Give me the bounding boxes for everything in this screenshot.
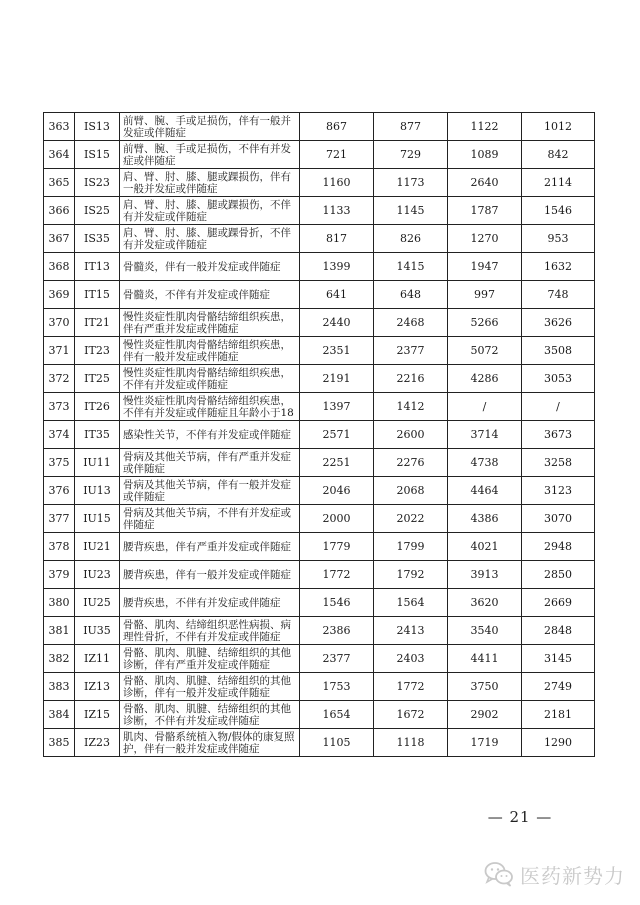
- value-col1-cell: 1772: [300, 561, 374, 589]
- drg-code-cell: IT15: [75, 281, 120, 309]
- value-col1-cell: 2377: [300, 645, 374, 673]
- value-col4-cell: 3070: [522, 505, 595, 533]
- row-number-cell: 375: [44, 449, 75, 477]
- row-number-cell: 368: [44, 253, 75, 281]
- table-row: [44, 589, 595, 617]
- value-col1-cell: 2251: [300, 449, 374, 477]
- value-col4-cell: 2850: [522, 561, 595, 589]
- value-col4-cell: 3673: [522, 421, 595, 449]
- value-col3-cell: 2640: [448, 169, 522, 197]
- row-number-cell: 379: [44, 561, 75, 589]
- value-col3-cell: 5072: [448, 337, 522, 365]
- drg-code-cell: IS25: [75, 197, 120, 225]
- diagnosis-name-cell: 骨髓炎，不伴有并发症或伴随症: [120, 281, 300, 309]
- diagnosis-name-cell: 肩、臂、肘、膝、腿或踝损伤，伴有一般并发症或伴随症: [120, 169, 300, 197]
- drg-code-cell: IU13: [75, 477, 120, 505]
- row-number-cell: 377: [44, 505, 75, 533]
- value-col2-cell: 2276: [374, 449, 448, 477]
- value-col1-cell: 1399: [300, 253, 374, 281]
- value-col4-cell: 2669: [522, 589, 595, 617]
- value-col4-cell: 748: [522, 281, 595, 309]
- value-col3-cell: 3750: [448, 673, 522, 701]
- row-number-cell: 367: [44, 225, 75, 253]
- row-number-cell: 365: [44, 169, 75, 197]
- row-number-cell: 383: [44, 673, 75, 701]
- drg-code-cell: IZ23: [75, 729, 120, 757]
- diagnosis-name-cell: 肌肉、骨骼系统植入物/假体的康复照护，伴有一般并发症或伴随症: [120, 729, 300, 757]
- diagnosis-name-cell: 骨骼、肌肉、肌腱、结缔组织的其他诊断，伴有一般并发症或伴随症: [120, 673, 300, 701]
- value-col1-cell: 1133: [300, 197, 374, 225]
- value-col1-cell: 1546: [300, 589, 374, 617]
- wechat-icon: [484, 861, 514, 887]
- value-col1-cell: 1654: [300, 701, 374, 729]
- drg-code-cell: IU23: [75, 561, 120, 589]
- table-row: [44, 113, 595, 141]
- value-col3-cell: 4738: [448, 449, 522, 477]
- row-number-cell: 381: [44, 617, 75, 645]
- value-col1-cell: 721: [300, 141, 374, 169]
- value-col4-cell: 3053: [522, 365, 595, 393]
- table-row: [44, 365, 595, 393]
- value-col4-cell: 2749: [522, 673, 595, 701]
- table-row: [44, 645, 595, 673]
- value-col3-cell: /: [448, 393, 522, 421]
- table-row: [44, 393, 595, 421]
- drg-code-cell: IU25: [75, 589, 120, 617]
- drg-code-cell: IU15: [75, 505, 120, 533]
- value-col2-cell: 1564: [374, 589, 448, 617]
- value-col4-cell: 3258: [522, 449, 595, 477]
- value-col2-cell: 2403: [374, 645, 448, 673]
- value-col3-cell: 1719: [448, 729, 522, 757]
- row-number-cell: 380: [44, 589, 75, 617]
- value-col4-cell: 3123: [522, 477, 595, 505]
- table-row: [44, 169, 595, 197]
- value-col2-cell: 729: [374, 141, 448, 169]
- value-col3-cell: 4286: [448, 365, 522, 393]
- table-row: [44, 141, 595, 169]
- value-col3-cell: 1270: [448, 225, 522, 253]
- value-col2-cell: 826: [374, 225, 448, 253]
- value-col1-cell: 1160: [300, 169, 374, 197]
- diagnosis-name-cell: 肩、臂、肘、膝、腿或踝骨折，不伴有并发症或伴随症: [120, 225, 300, 253]
- table-row: [44, 533, 595, 561]
- table-row: [44, 505, 595, 533]
- value-col3-cell: 1122: [448, 113, 522, 141]
- table-row: [44, 197, 595, 225]
- value-col4-cell: 1290: [522, 729, 595, 757]
- drg-price-table: [43, 112, 595, 757]
- value-col4-cell: 2948: [522, 533, 595, 561]
- value-col2-cell: 1792: [374, 561, 448, 589]
- value-col1-cell: 2046: [300, 477, 374, 505]
- watermark-text: 医药新势力: [520, 863, 625, 888]
- value-col3-cell: 3540: [448, 617, 522, 645]
- drg-code-cell: IS15: [75, 141, 120, 169]
- value-col2-cell: 2377: [374, 337, 448, 365]
- drg-code-cell: IT21: [75, 309, 120, 337]
- diagnosis-name-cell: 慢性炎症性肌肉骨骼结缔组织疾患，伴有一般并发症或伴随症: [120, 337, 300, 365]
- value-col1-cell: 641: [300, 281, 374, 309]
- value-col3-cell: 1089: [448, 141, 522, 169]
- table-row: [44, 701, 595, 729]
- value-col4-cell: 3626: [522, 309, 595, 337]
- diagnosis-name-cell: 腰背疾患，不伴有并发症或伴随症: [120, 589, 300, 617]
- row-number-cell: 371: [44, 337, 75, 365]
- diagnosis-name-cell: 骨病及其他关节病，不伴有并发症或伴随症: [120, 505, 300, 533]
- value-col3-cell: 4021: [448, 533, 522, 561]
- row-number-cell: 385: [44, 729, 75, 757]
- row-number-cell: 378: [44, 533, 75, 561]
- diagnosis-name-cell: 骨病及其他关节病，伴有一般并发症或伴随症: [120, 477, 300, 505]
- value-col1-cell: 2571: [300, 421, 374, 449]
- table-row: [44, 281, 595, 309]
- value-col2-cell: 2068: [374, 477, 448, 505]
- diagnosis-name-cell: 骨骼、肌肉、肌腱、结缔组织的其他诊断，伴有严重并发症或伴随症: [120, 645, 300, 673]
- value-col4-cell: 1546: [522, 197, 595, 225]
- value-col1-cell: 867: [300, 113, 374, 141]
- row-number-cell: 376: [44, 477, 75, 505]
- value-col3-cell: 5266: [448, 309, 522, 337]
- value-col4-cell: 2114: [522, 169, 595, 197]
- value-col3-cell: 4386: [448, 505, 522, 533]
- diagnosis-name-cell: 腰背疾患，伴有严重并发症或伴随症: [120, 533, 300, 561]
- table-row: [44, 225, 595, 253]
- diagnosis-name-cell: 感染性关节，不伴有并发症或伴随症: [120, 421, 300, 449]
- row-number-cell: 384: [44, 701, 75, 729]
- row-number-cell: 364: [44, 141, 75, 169]
- drg-code-cell: IS23: [75, 169, 120, 197]
- value-col3-cell: 4411: [448, 645, 522, 673]
- diagnosis-name-cell: 肩、臂、肘、膝、腿或踝损伤，不伴有并发症或伴随症: [120, 197, 300, 225]
- value-col2-cell: 2022: [374, 505, 448, 533]
- value-col1-cell: 1105: [300, 729, 374, 757]
- diagnosis-name-cell: 慢性炎症性肌肉骨骼结缔组织疾患，伴有严重并发症或伴随症: [120, 309, 300, 337]
- value-col3-cell: 3913: [448, 561, 522, 589]
- value-col4-cell: 953: [522, 225, 595, 253]
- value-col4-cell: 2181: [522, 701, 595, 729]
- table-row: [44, 253, 595, 281]
- value-col2-cell: 2600: [374, 421, 448, 449]
- value-col2-cell: 877: [374, 113, 448, 141]
- row-number-cell: 370: [44, 309, 75, 337]
- drg-code-cell: IS13: [75, 113, 120, 141]
- value-col3-cell: 1787: [448, 197, 522, 225]
- table-row: [44, 449, 595, 477]
- table-row: [44, 309, 595, 337]
- table-row: [44, 421, 595, 449]
- diagnosis-name-cell: 骨骼、肌肉、结缔组织恶性病损、病理性骨折，不伴有并发症或伴随症: [120, 617, 300, 645]
- drg-code-cell: IU35: [75, 617, 120, 645]
- diagnosis-name-cell: 慢性炎症性肌肉骨骼结缔组织疾患，不伴有并发症或伴随症且年龄小于18: [120, 393, 300, 421]
- row-number-cell: 382: [44, 645, 75, 673]
- value-col1-cell: 1779: [300, 533, 374, 561]
- table-row: [44, 337, 595, 365]
- value-col2-cell: 1799: [374, 533, 448, 561]
- table-row: [44, 561, 595, 589]
- value-col4-cell: 3508: [522, 337, 595, 365]
- diagnosis-name-cell: 前臂、腕、手或足损伤，伴有一般并发症或伴随症: [120, 113, 300, 141]
- value-col2-cell: 1145: [374, 197, 448, 225]
- value-col4-cell: /: [522, 393, 595, 421]
- diagnosis-name-cell: 慢性炎症性肌肉骨骼结缔组织疾患，不伴有并发症或伴随症: [120, 365, 300, 393]
- value-col1-cell: 1753: [300, 673, 374, 701]
- row-number-cell: 373: [44, 393, 75, 421]
- drg-code-cell: IT26: [75, 393, 120, 421]
- drg-code-cell: IT13: [75, 253, 120, 281]
- value-col1-cell: 2386: [300, 617, 374, 645]
- value-col2-cell: 1118: [374, 729, 448, 757]
- value-col1-cell: 2000: [300, 505, 374, 533]
- value-col2-cell: 2468: [374, 309, 448, 337]
- drg-code-cell: IT23: [75, 337, 120, 365]
- value-col4-cell: 2848: [522, 617, 595, 645]
- value-col2-cell: 2216: [374, 365, 448, 393]
- value-col1-cell: 2191: [300, 365, 374, 393]
- value-col4-cell: 3145: [522, 645, 595, 673]
- watermark: [484, 860, 625, 888]
- value-col4-cell: 1632: [522, 253, 595, 281]
- value-col2-cell: 1772: [374, 673, 448, 701]
- table-row: [44, 477, 595, 505]
- drg-code-cell: IT25: [75, 365, 120, 393]
- diagnosis-name-cell: 骨髓炎，伴有一般并发症或伴随症: [120, 253, 300, 281]
- value-col2-cell: 2413: [374, 617, 448, 645]
- value-col2-cell: 1173: [374, 169, 448, 197]
- table-row: [44, 617, 595, 645]
- row-number-cell: 363: [44, 113, 75, 141]
- drg-code-cell: IT35: [75, 421, 120, 449]
- row-number-cell: 374: [44, 421, 75, 449]
- value-col3-cell: 4464: [448, 477, 522, 505]
- diagnosis-name-cell: 前臂、腕、手或足损伤，不伴有并发症或伴随症: [120, 141, 300, 169]
- drg-code-cell: IZ13: [75, 673, 120, 701]
- row-number-cell: 369: [44, 281, 75, 309]
- value-col2-cell: 1415: [374, 253, 448, 281]
- value-col3-cell: 1947: [448, 253, 522, 281]
- table-row: [44, 729, 595, 757]
- diagnosis-name-cell: 骨病及其他关节病，伴有严重并发症或伴随症: [120, 449, 300, 477]
- value-col3-cell: 2902: [448, 701, 522, 729]
- value-col4-cell: 842: [522, 141, 595, 169]
- diagnosis-name-cell: 骨骼、肌肉、肌腱、结缔组织的其他诊断，不伴有并发症或伴随症: [120, 701, 300, 729]
- value-col3-cell: 997: [448, 281, 522, 309]
- drg-code-cell: IZ15: [75, 701, 120, 729]
- drg-code-cell: IZ11: [75, 645, 120, 673]
- drg-code-cell: IU21: [75, 533, 120, 561]
- value-col1-cell: 1397: [300, 393, 374, 421]
- value-col1-cell: 2440: [300, 309, 374, 337]
- value-col1-cell: 817: [300, 225, 374, 253]
- value-col4-cell: 1012: [522, 113, 595, 141]
- value-col1-cell: 2351: [300, 337, 374, 365]
- value-col2-cell: 1672: [374, 701, 448, 729]
- value-col3-cell: 3620: [448, 589, 522, 617]
- drg-code-cell: IS35: [75, 225, 120, 253]
- page-number: — 21 —: [487, 808, 553, 826]
- table-row: [44, 673, 595, 701]
- diagnosis-name-cell: 腰背疾患，伴有一般并发症或伴随症: [120, 561, 300, 589]
- table-body: [44, 113, 595, 757]
- row-number-cell: 366: [44, 197, 75, 225]
- value-col3-cell: 3714: [448, 421, 522, 449]
- value-col2-cell: 1412: [374, 393, 448, 421]
- drg-code-cell: IU11: [75, 449, 120, 477]
- value-col2-cell: 648: [374, 281, 448, 309]
- row-number-cell: 372: [44, 365, 75, 393]
